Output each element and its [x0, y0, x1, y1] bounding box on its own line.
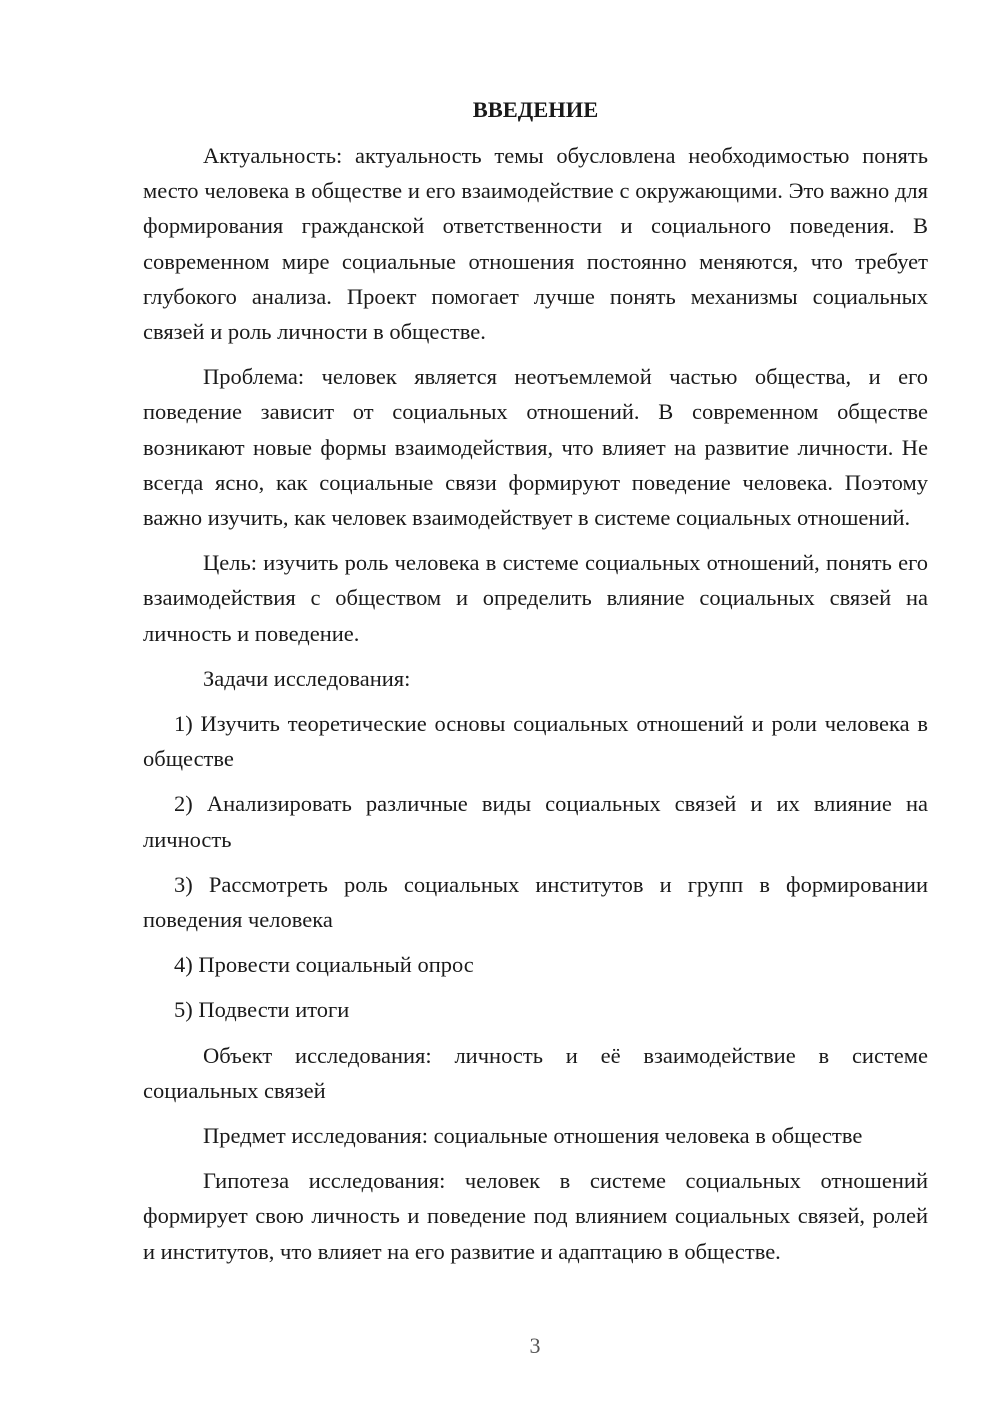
task-item: 3) Рассмотреть роль социальных институтов и групп в формировании поведения человека [143, 871, 928, 933]
tasks-heading: Задачи исследования: [203, 665, 411, 691]
task-item: 5) Подвести итоги [174, 997, 350, 1023]
problem-paragraph: Проблема: человек является неотъемлемой частью общества, и его поведение зависит от социальных отношений. В современном обществе возникают новые формы взаимодействия, что влияет на развитие личности. Не всегда ясно, как социальные связи формируют поведение человека. Поэтому важно изучить, как человек взаимодействует в системе социальных отношений. [143, 364, 928, 531]
task-item: 4) Провести социальный опрос [174, 952, 474, 978]
page-number: 3 [529, 1333, 541, 1358]
task-item: 1) Изучить теоретические основы социальных отношений и роли человека в обществе [143, 711, 928, 772]
subject-paragraph: Предмет исследования: социальные отношения человека в обществе [203, 1123, 863, 1149]
page-title: ВВЕДЕНИЕ [472, 97, 599, 122]
relevance-paragraph: Актуальность: актуальность темы обусловлена необходимостью понять место человека в обществе и его взаимодействие с окружающими. Это важно для формирования гражданской ответственности и социального поведения. В современном мире социальные отношения постоянно меняются, что требует глубокого анализа. Проект помогает лучше понять механизмы социальных связей и роль личности в обществе. [143, 143, 928, 345]
task-item: 2) Анализировать различные виды социальных связей и их влияние на личность [143, 791, 928, 852]
hypothesis-paragraph: Гипотеза исследования: человек в системе социальных отношений формирует свою личность и поведение под влиянием социальных связей, ролей и институтов, что влияет на его развитие и адаптацию в обществе. [143, 1168, 928, 1264]
object-paragraph: Объект исследования: личность и её взаимодействие в системе социальных связей [143, 1042, 928, 1103]
page-content [143, 95, 928, 1279]
goal-paragraph: Цель: изучить роль человека в системе социальных отношений, понять его взаимодействия с обществом и определить влияние социальных связей на личность и поведение. [143, 550, 928, 646]
